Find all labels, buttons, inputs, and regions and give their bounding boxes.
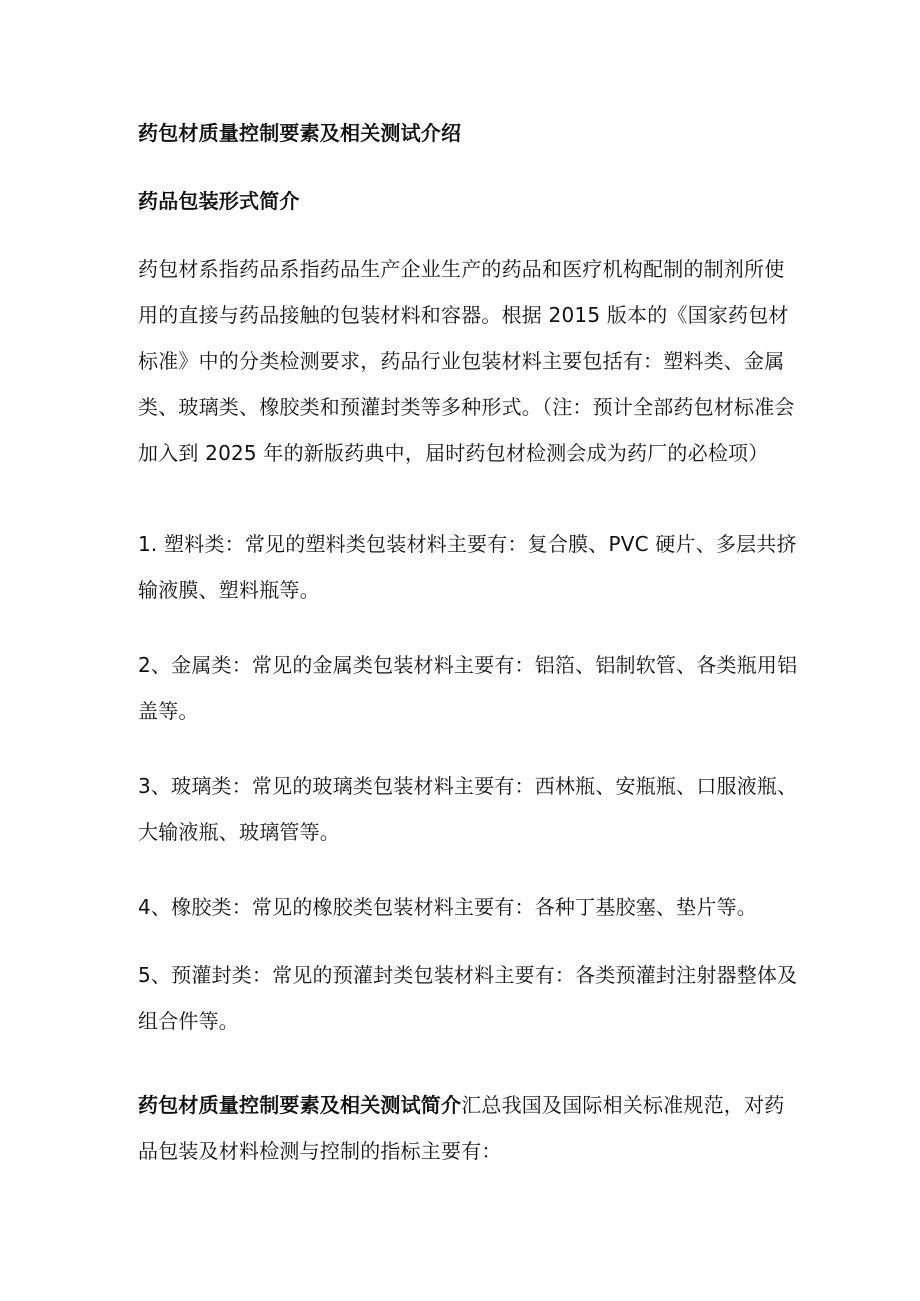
list-item-rubber: 4、橡胶类：常见的橡胶类包装材料主要有：各种丁基胶塞、垫片等。 (138, 895, 757, 919)
document-title: 药包材质量控制要素及相关测试介绍 (138, 121, 462, 145)
list-item-glass: 3、玻璃类：常见的玻璃类包装材料主要有：西林瓶、安瓶瓶、口服液瓶、大输液瓶、玻璃管等。 (138, 774, 798, 844)
list-item-metal: 2、金属类：常见的金属类包装材料主要有：铝箔、铝制软管、各类瓶用铝盖等。 (138, 653, 798, 723)
intro-paragraph: 药包材系指药品系指药品生产企业生产的药品和医疗机构配制的制剂所使用的直接与药品接触的包装材料和容器。根据 2015 版本的《国家药包材标准》中的分类检测要求，药品行业包装材料主要包括有：塑料类、金属类、玻璃类、橡胶类和预灌封类等多种形式。（注：预计全部药包材标准会加入到 2025 年的新版药典中，届时药包材检测会成为药厂的必检项） (138, 257, 795, 465)
list-item-prefilled: 5、预灌封类：常见的预灌封类包装材料主要有：各类预灌封注射器整体及组合件等。 (138, 963, 798, 1033)
closing-paragraph (138, 1082, 798, 1174)
section-heading: 药品包装形式简介 (138, 189, 300, 213)
closing-bold-lead: 药包材质量控制要素及相关测试简介 (138, 1093, 462, 1117)
list-item-plastic: 1. 塑料类：常见的塑料类包装材料主要有：复合膜、PVC 硬片、多层共挤输液膜、塑料瓶等。 (138, 532, 797, 602)
closing-text: 汇总我国及国际相关标准规范，对药品包装及材料检测与控制的指标主要有： (138, 1093, 785, 1163)
